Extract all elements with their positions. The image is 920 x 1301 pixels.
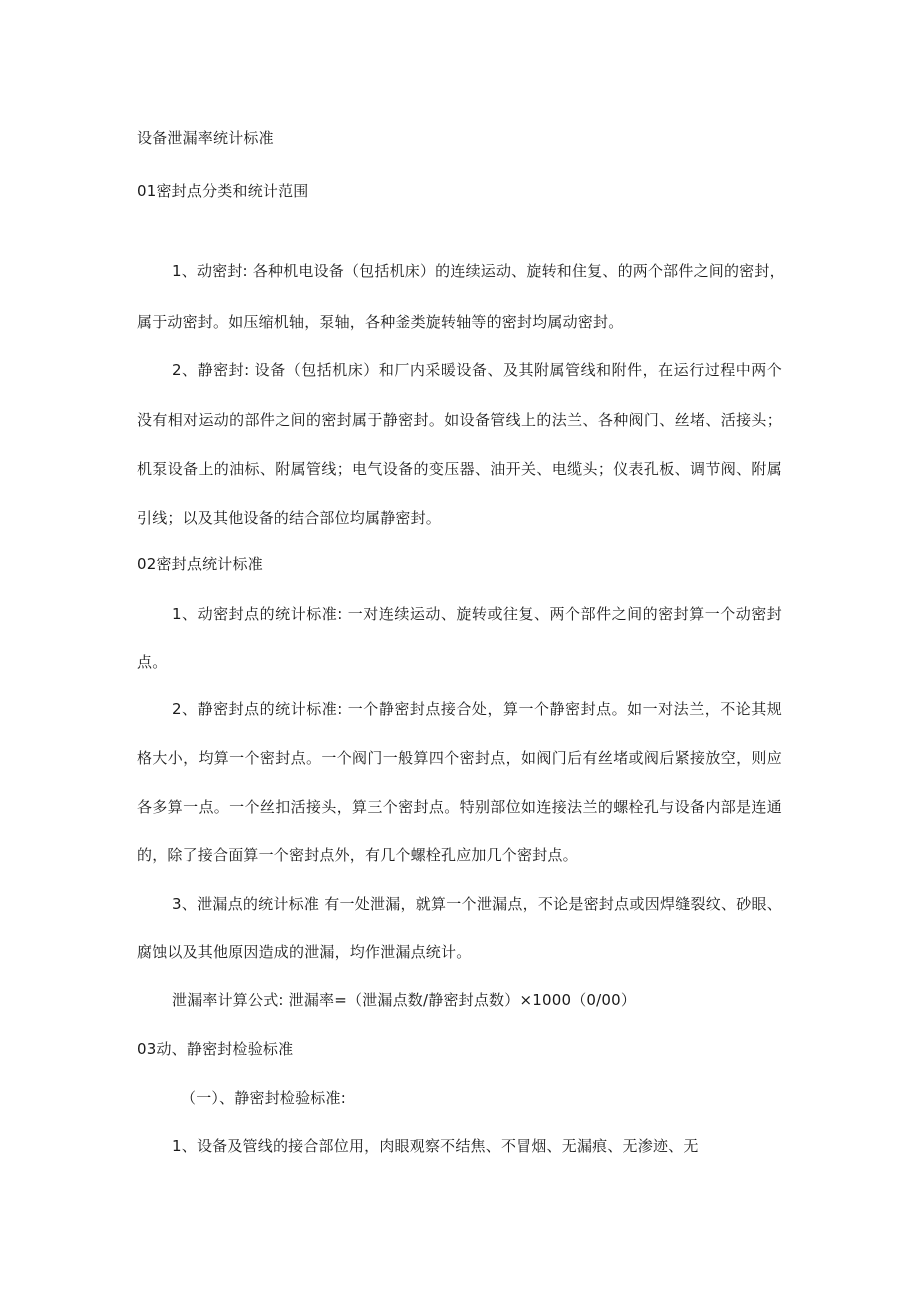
section-3-heading: 03动、静密封检验标准 bbox=[137, 1040, 294, 1058]
section-2-paragraph-2-line-1: 2、静密封点的统计标准: 一个静密封点接合处，算一个静密封点。如一对法兰，不论其规 bbox=[172, 700, 782, 718]
leak-rate-formula: 泄漏率计算公式: 泄漏率=（泄漏点数/静密封点数）×1000（0/00） bbox=[172, 991, 637, 1009]
section-1-paragraph-2-line-2: 没有相对运动的部件之间的密封属于静密封。如设备管线上的法兰、各种阀门、丝堵、活接头； bbox=[137, 411, 782, 429]
section-2-paragraph-3-line-2: 腐蚀以及其他原因造成的泄漏，均作泄漏点统计。 bbox=[137, 943, 472, 961]
section-2-paragraph-1-line-1: 1、动密封点的统计标准: 一对连续运动、旋转或往复、两个部件之间的密封算一个动密封 bbox=[172, 605, 782, 623]
section-2-heading: 02密封点统计标准 bbox=[137, 555, 263, 573]
section-2-paragraph-3-line-1: 3、泄漏点的统计标准 有一处泄漏，就算一个泄漏点，不论是密封点或因焊缝裂纹、砂眼、 bbox=[172, 895, 782, 913]
section-3-subheading: （一）、静密封检验标准: bbox=[181, 1089, 346, 1107]
section-1-heading: 01密封点分类和统计范围 bbox=[137, 182, 309, 200]
section-2-paragraph-2-line-2: 格大小，均算一个密封点。一个阀门一般算四个密封点，如阀门后有丝堵或阀后紧接放空，则应 bbox=[137, 749, 782, 767]
section-1-paragraph-1-line-1: 1、动密封: 各种机电设备（包括机床）的连续运动、旋转和住复、的两个部件之间的密封， bbox=[172, 262, 785, 280]
section-2-paragraph-1-line-2: 点。 bbox=[137, 653, 168, 671]
section-1-paragraph-2-line-1: 2、静密封: 设备（包括机床）和厂内采暖设备、及其附属管线和附件，在运行过程中两个 bbox=[172, 361, 782, 379]
section-3-item-1: 1、设备及管线的接合部位用，肉眼观察不结焦、不冒烟、无漏痕、无渗迹、无 bbox=[172, 1137, 699, 1155]
section-1-paragraph-1-line-2: 属于动密封。如压缩机轴，泵轴，各种釜类旋转轴等的密封均属动密封。 bbox=[137, 313, 624, 331]
section-2-paragraph-2-line-4: 的，除了接合面算一个密封点外，有几个螺栓孔应加几个密封点。 bbox=[137, 846, 578, 864]
section-1-paragraph-2-line-3: 机泵设备上的油标、附属管线；电气设备的变压器、油开关、电缆头；仪表孔板、调节阀、附属 bbox=[137, 460, 782, 478]
section-1-paragraph-2-line-4: 引线；以及其他设备的结合部位均属静密封。 bbox=[137, 509, 442, 527]
document-title: 设备泄漏率统计标准 bbox=[137, 129, 274, 147]
section-2-paragraph-2-line-3: 各多算一点。一个丝扣活接头，算三个密封点。特别部位如连接法兰的螺栓孔与设备内部是连通 bbox=[137, 798, 782, 816]
